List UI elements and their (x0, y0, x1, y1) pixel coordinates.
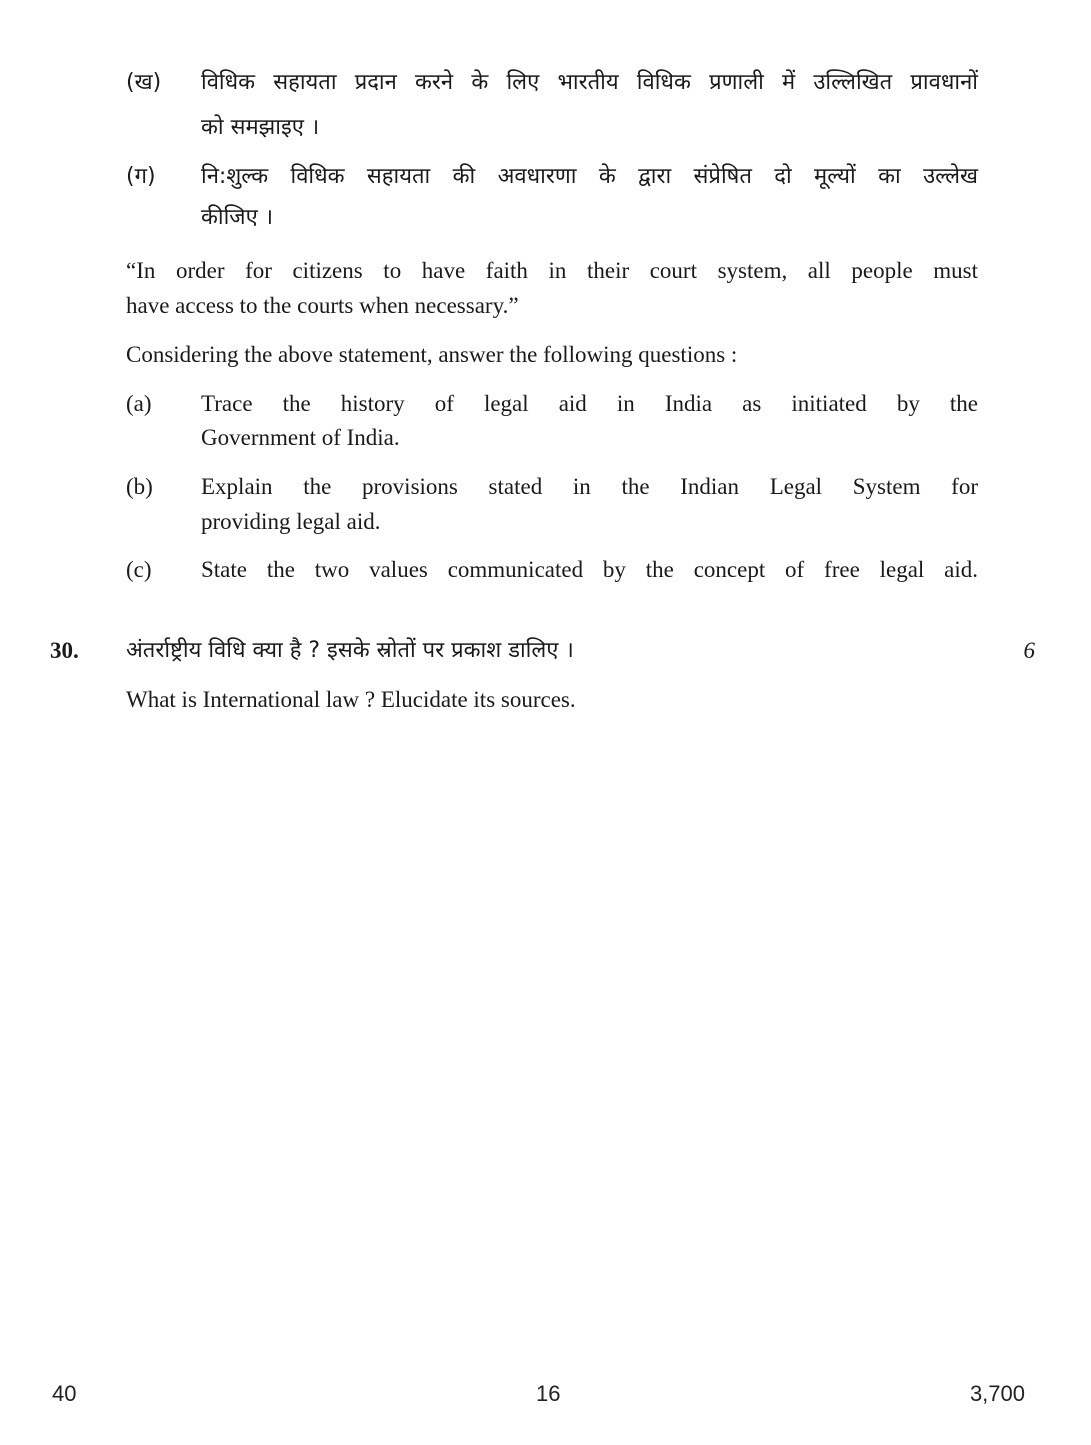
english-part-a-line-2: Government of India. (201, 425, 400, 450)
question-30-english: What is International law ? Elucidate its sources. (126, 687, 576, 712)
english-part-c-line-1: State the two values communicated by the concept of free legal aid. (201, 557, 978, 582)
hindi-part-kha-line-1: विधिक सहायता प्रदान करने के लिए भारतीय विधिक प्रणाली में उल्लिखित प्रावधानों (201, 70, 978, 95)
english-part-a-label: (a) (126, 391, 152, 416)
question-30-hindi: अंतर्राष्ट्रीय विधि क्या है ? इसके स्रोतों पर प्रकाश डालिए । (126, 638, 574, 663)
instruction-text: Considering the above statement, answer the following questions : (126, 342, 738, 367)
question-30-marks: 6 (1023, 638, 1035, 663)
english-part-c-label: (c) (126, 557, 152, 582)
hindi-part-kha-label: (ख) (126, 70, 162, 95)
quote-line-1: “In order for citizens to have faith in their court system, all people must (126, 258, 978, 283)
footer-paper-code: 40 (52, 1381, 77, 1406)
hindi-part-ga-line-1: नि:शुल्क विधिक सहायता की अवधारणा के द्वारा संप्रेषित दो मूल्यों का उल्लेख (201, 164, 978, 189)
english-part-b-line-1: Explain the provisions stated in the Indian Legal System for (201, 474, 978, 499)
hindi-part-kha-line-2: को समझाइए । (201, 115, 320, 140)
footer-count: 3,700 (969, 1381, 1025, 1406)
english-part-a-line-1: Trace the history of legal aid in India as initiated by the (201, 391, 978, 416)
english-part-b-line-2: providing legal aid. (201, 509, 381, 534)
footer-page-number: 16 (536, 1381, 561, 1406)
english-part-b-label: (b) (126, 474, 153, 499)
hindi-part-ga-line-2: कीजिए । (201, 205, 274, 230)
quote-line-2: have access to the courts when necessary.” (126, 293, 519, 318)
hindi-part-ga-label: (ग) (126, 164, 156, 189)
question-30-number: 30. (50, 638, 79, 663)
